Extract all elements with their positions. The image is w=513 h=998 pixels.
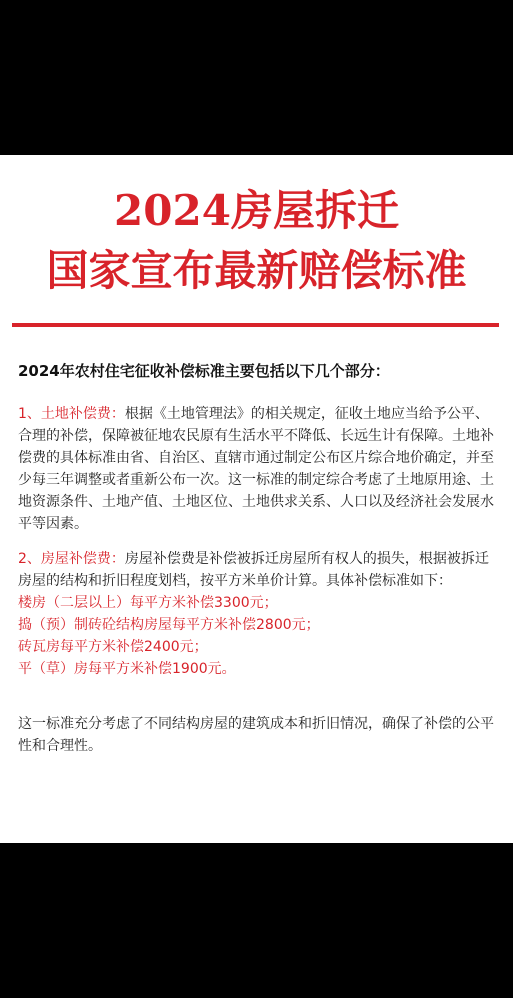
section-house-heading: 2、房屋补偿费： — [18, 551, 125, 567]
title-line-1: 2024房屋拆迁 — [114, 186, 399, 235]
section-land-compensation — [18, 403, 496, 535]
conclusion-text: 这一标准充分考虑了不同结构房屋的建筑成本和折旧情况，确保了补偿的公平性和合理性。 — [18, 716, 494, 754]
section-land-body: 根据《土地管理法》的相关规定，征收土地应当给予公平、合理的补偿，保障被征地农民原有生活水平不降低、长远生计有保障。土地补偿费的具体标准由省、自治区、直辖市通过制定公布区片综合地价确定，并至少每三年调整或者重新公布一次。这一标准的制定综合考虑了土地原用途、土地资源条件、土地产值、土地区位、土地供求关系、人口以及经济社会发展水平等因素。 — [18, 406, 494, 532]
house-rate-list — [18, 592, 496, 680]
house-rate-item: 楼房（二层以上）每平方米补偿3300元； — [18, 595, 278, 611]
section-land-heading: 1、土地补偿费： — [18, 406, 125, 422]
intro-text: 2024年农村住宅征收补偿标准主要包括以下几个部分： — [18, 362, 390, 380]
section-house-body: 房屋补偿费是补偿被拆迁房屋所有权人的损失，根据被拆迁房屋的结构和折旧程度划档，按平方米单价计算。具体补偿标准如下： — [18, 551, 489, 589]
house-rate-item: 砖瓦房每平方米补偿2400元； — [18, 639, 208, 655]
article-card — [0, 155, 513, 843]
title-line-2: 国家宣布最新赔偿标准 — [46, 246, 467, 295]
section-house-compensation — [18, 548, 496, 680]
house-rate-item: 捣（预）制砖砼结构房屋每平方米补偿2800元； — [18, 617, 320, 633]
title-divider — [12, 323, 499, 327]
house-rate-item: 平（草）房每平方米补偿1900元。 — [18, 661, 236, 677]
